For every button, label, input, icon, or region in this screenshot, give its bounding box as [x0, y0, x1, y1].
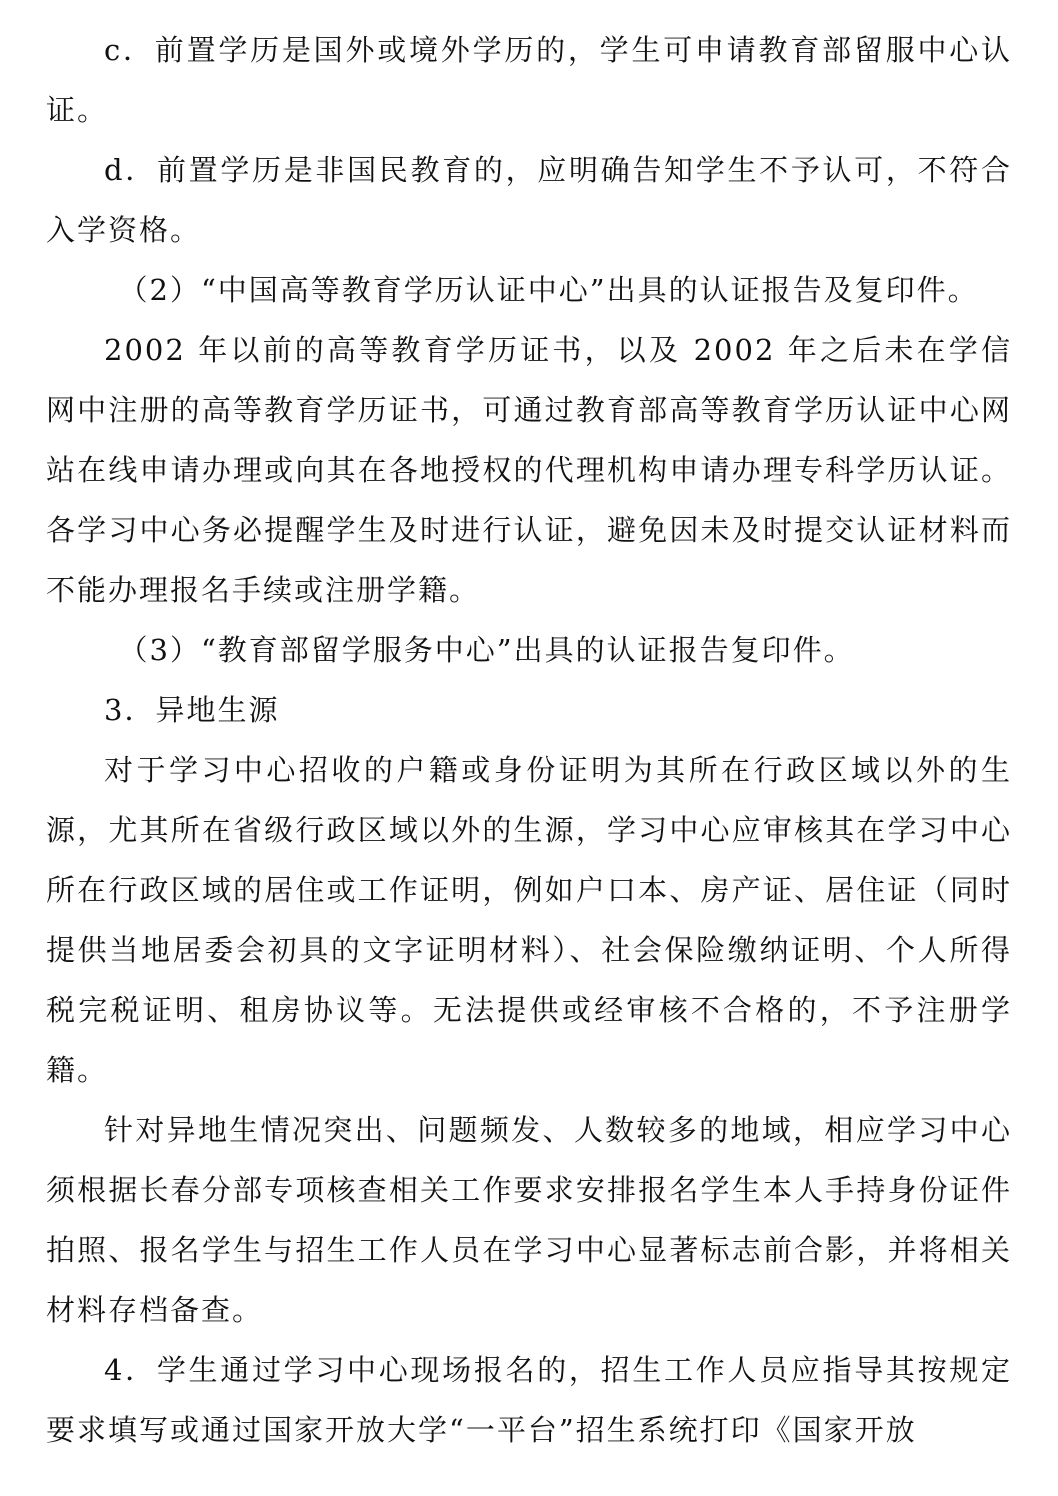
- paragraph-remote-students-2: 针对异地生情况突出、问题频发、人数较多的地域，相应学习中心须根据长春分部专项核查相关工作要求安排报名学生本人手持身份证件拍照、报名学生与招生工作人员在学习中心显著标志前合影，并将相关材料存档备查。: [46, 1113, 1012, 1327]
- paragraph-item-2: （2）“中国高等教育学历认证中心”出具的认证报告及复印件。: [118, 273, 979, 307]
- paragraph-2002-certificates: 2002 年以前的高等教育学历证书，以及 2002 年之后未在学信网中注册的高等教育学历证书，可通过教育部高等教育学历认证中心网站在线申请办理或向其在各地授权的代理机构申请办理专科学历认证。各学习中心务必提醒学生及时进行认证，避免因未及时提交认证材料而不能办理报名手续或注册学籍。: [46, 333, 1012, 607]
- paragraph-item-4: 4．学生通过学习中心现场报名的，招生工作人员应指导其按规定要求填写或通过国家开放大学“一平台”招生系统打印《国家开放: [46, 1353, 1012, 1447]
- section-heading-remote-students: 3．异地生源: [104, 693, 280, 727]
- paragraph-item-d: d．前置学历是非国民教育的，应明确告知学生不予认可，不符合入学资格。: [46, 153, 1012, 247]
- paragraph-item-c: c．前置学历是国外或境外学历的，学生可申请教育部留服中心认证。: [46, 33, 1012, 127]
- paragraph-remote-students-1: 对于学习中心招收的户籍或身份证明为其所在行政区域以外的生源，尤其所在省级行政区域以外的生源，学习中心应审核其在学习中心所在行政区域的居住或工作证明，例如户口本、房产证、居住证（同时提供当地居委会初具的文字证明材料）、社会保险缴纳证明、个人所得税完税证明、租房协议等。无法提供或经审核不合格的，不予注册学籍。: [46, 753, 1012, 1087]
- document-page: [46, 20, 1012, 1460]
- paragraph-item-3: （3）“教育部留学服务中心”出具的认证报告复印件。: [118, 633, 855, 667]
